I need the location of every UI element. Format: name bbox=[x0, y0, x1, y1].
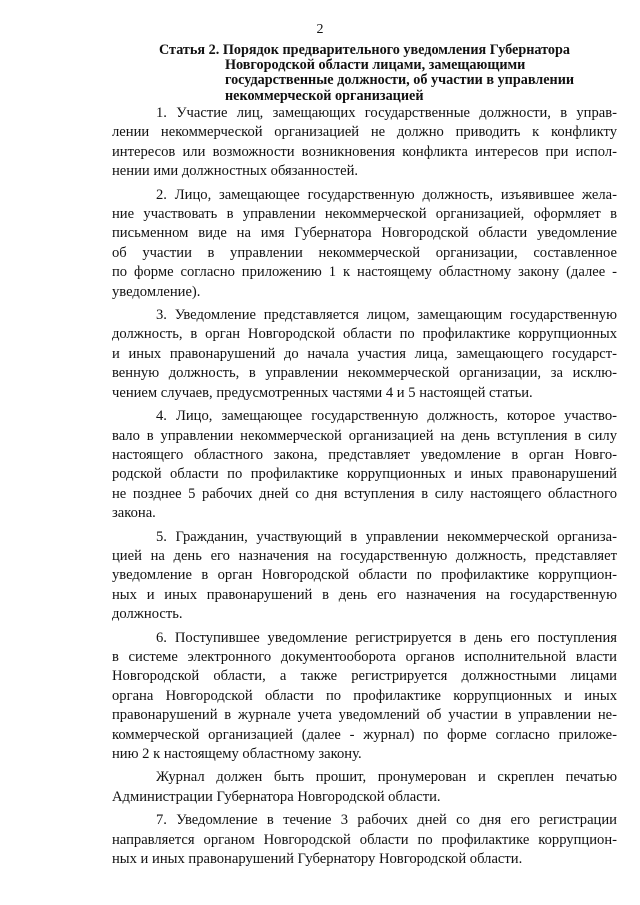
paragraph-line: не позднее 5 рабочих дней со дня вступления в силу настоящего областного bbox=[112, 485, 617, 502]
paragraph-line: вало в управлении некоммерческой организацией на день вступления в силу bbox=[112, 427, 617, 444]
paragraph-line: направляется органом Новгородской области по профилактике коррупцион- bbox=[112, 831, 617, 848]
paragraph-line: 1. Участие лиц, замещающих государственные должности, в управ- bbox=[156, 105, 617, 121]
paragraph-line: родской области по профилактике коррупционных и иных правонарушений bbox=[112, 466, 617, 483]
paragraph-line: 6. Поступившее уведомление регистрируется в день его поступления bbox=[156, 629, 617, 646]
paragraph-line: уведомление в орган Новгородской области по профилактике коррупцион- bbox=[112, 567, 617, 584]
paragraph-line: 5. Гражданин, участвующий в управлении некоммерческой организа- bbox=[156, 528, 617, 545]
paragraph-line: коммерческой организацией (далее - журнал) по форме согласно приложе- bbox=[112, 726, 617, 743]
paragraph-line: интересов или возможности возникновения конфликта интересов при испол- bbox=[112, 143, 617, 160]
paragraph-line: правонарушений в журнале учета уведомлений об участии в управлении не- bbox=[112, 707, 617, 724]
paragraph-line: цией на день его назначения на государственную должность, представляет bbox=[112, 547, 617, 564]
paragraph-line: ных и иных правонарушений Губернатору Новгородской области. bbox=[112, 851, 523, 868]
paragraph bbox=[112, 528, 617, 625]
paragraph-line: ных и иных правонарушений в день его назначения на государственную bbox=[112, 586, 617, 603]
heading-line: Новгородской области лицами, замещающими bbox=[225, 57, 526, 74]
paragraph-line: лении некоммерческой организацией не должно приводить к конфликту bbox=[112, 124, 617, 141]
heading-line bbox=[159, 43, 589, 58]
paragraph-line: венную должность, в управлении некоммерческой организации, за исклю- bbox=[112, 365, 617, 382]
paragraph-line: 3. Уведомление представляется лицом, замещающим государственную bbox=[156, 307, 617, 324]
paragraph bbox=[112, 768, 617, 807]
paragraph-line: по форме согласно приложению 1 к настоящему областному закону (далее - bbox=[112, 264, 617, 281]
paragraph-line: и иных правонарушений до начала участия лица, замещающего государст- bbox=[112, 345, 617, 362]
paragraph-line: закона. bbox=[112, 505, 156, 522]
paragraph bbox=[112, 629, 617, 765]
paragraph-line: об участии в управлении некоммерческой организации, составленное bbox=[112, 244, 617, 261]
paragraph-line: 2. Лицо, замещающее государственную должность, изъявившее жела- bbox=[156, 186, 617, 203]
paragraph-line: Новгородской области, а также регистрируется должностными лицами bbox=[112, 668, 617, 685]
paragraph-line: Администрации Губернатора Новгородской области. bbox=[112, 788, 441, 805]
paragraph bbox=[112, 811, 617, 869]
article-body bbox=[112, 104, 617, 873]
paragraph bbox=[112, 186, 617, 302]
paragraph-line: чением случаев, предусмотренных частями 4 и 5 настоящей статьи. bbox=[112, 384, 533, 401]
heading-line: некоммерческой организацией bbox=[225, 87, 424, 104]
paragraph-line: органа Новгородской области по профилактике коррупционных и иных bbox=[112, 687, 617, 704]
paragraph bbox=[112, 104, 617, 182]
heading-text: Порядок предварительного уведомления Губернатора bbox=[222, 42, 571, 58]
paragraph-line: ние участвовать в управлении некоммерческой организацией, оформляет в bbox=[112, 206, 617, 223]
paragraph-line: уведомление). bbox=[112, 283, 201, 300]
paragraph bbox=[112, 306, 617, 403]
paragraph-line: 4. Лицо, замещающее государственную должность, которое участво- bbox=[156, 408, 617, 425]
paragraph-line: нию 2 к настоящему областному закону. bbox=[112, 746, 362, 762]
paragraph-line: 7. Уведомление в течение 3 рабочих дней со дня его регистрации bbox=[156, 812, 617, 829]
paragraph-line: Журнал должен быть прошит, пронумерован и скреплен печатью bbox=[156, 769, 617, 786]
article-label: Статья 2. bbox=[159, 42, 220, 58]
article-heading bbox=[159, 43, 589, 104]
paragraph-line: должность, в орган Новгородской области по профилактике коррупционных bbox=[112, 326, 617, 343]
paragraph bbox=[112, 407, 617, 523]
page-number: 2 bbox=[316, 22, 324, 37]
paragraph-line: письменном виде на имя Губернатора Новгородской области уведомление bbox=[112, 225, 617, 242]
paragraph-line: в системе электронного документооборота органов исполнительной власти bbox=[112, 648, 617, 665]
paragraph-line: нении ими должностных обязанностей. bbox=[112, 163, 359, 180]
heading-line: государственные должности, об участии в управлении bbox=[225, 72, 575, 89]
paragraph-line: должность. bbox=[112, 606, 183, 623]
paragraph-line: настоящего областного закона, представляет уведомление в орган Новго- bbox=[112, 446, 617, 463]
